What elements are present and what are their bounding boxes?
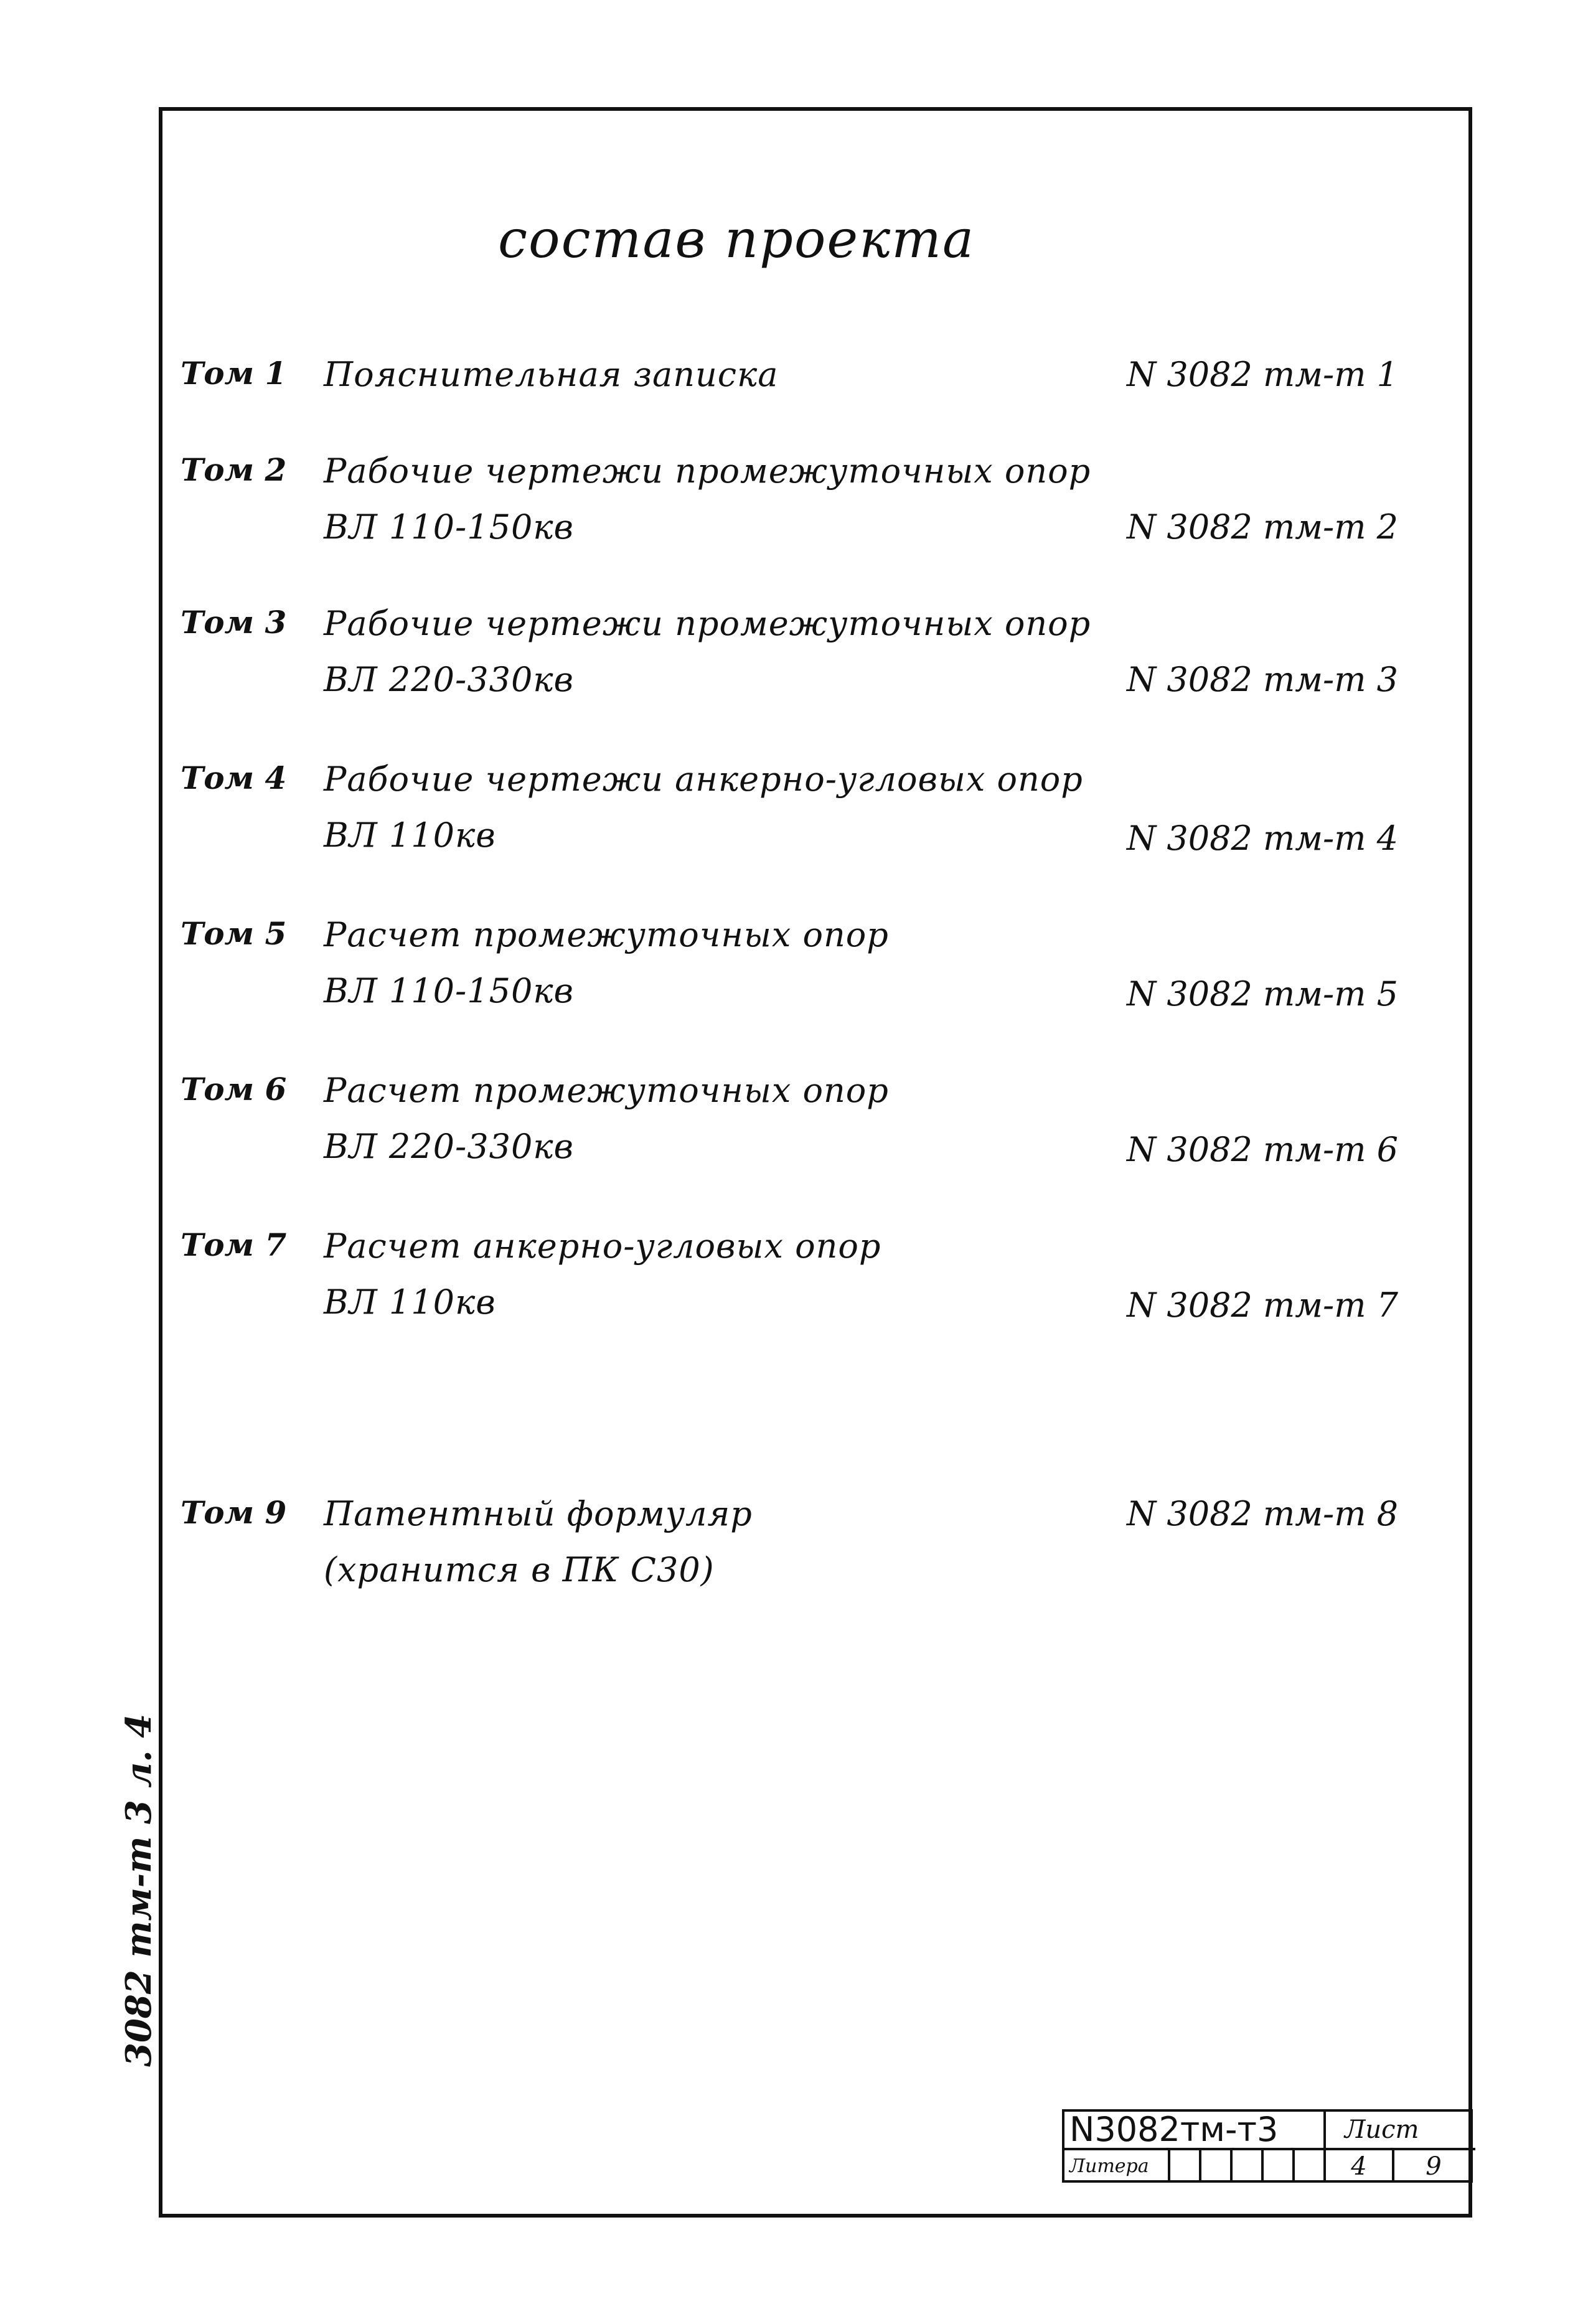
volume-code: N 3082 тм-т 6: [1127, 1130, 1398, 1169]
volume-subtitle: ВЛ 110-150кв: [324, 507, 574, 547]
litera-cell: [1264, 2150, 1295, 2183]
volume-title: Рабочие чертежи промежуточных опор: [324, 451, 1091, 491]
page-title: состав проекта: [498, 209, 975, 270]
volume-subtitle: (хранится в ПК С30): [324, 1550, 715, 1589]
volume-code: N 3082 тм-т 1: [1127, 355, 1398, 394]
volume-subtitle: ВЛ 220-330кв: [324, 660, 574, 699]
volume-subtitle: ВЛ 110-150кв: [324, 971, 574, 1010]
sheets-total: 9: [1426, 2152, 1442, 2181]
volume-label: Том 3: [181, 604, 287, 641]
volume-code: N 3082 тм-т 8: [1127, 1494, 1398, 1533]
title-block: [1062, 2109, 1473, 2183]
volume-title: Расчет промежуточных опор: [324, 1071, 889, 1110]
volume-label: Том 2: [181, 451, 287, 488]
volume-title: Рабочие чертежи промежуточных опор: [324, 604, 1091, 643]
volume-entry: [0, 604, 1588, 728]
doc-code: N3082тм-т3: [1064, 2112, 1326, 2150]
volume-title: Пояснительная записка: [324, 355, 779, 394]
volume-subtitle: ВЛ 110кв: [324, 816, 496, 855]
volume-subtitle: ВЛ 110кв: [324, 1282, 496, 1322]
volume-code: N 3082 тм-т 7: [1127, 1286, 1398, 1325]
litera-cell: [1201, 2150, 1233, 2183]
volume-entry: [0, 1071, 1588, 1195]
volume-entry: [0, 1226, 1588, 1351]
volume-label: Том 7: [181, 1226, 287, 1263]
sheet-number: 4: [1326, 2150, 1394, 2183]
volume-label: Том 4: [181, 760, 287, 796]
volume-title: Рабочие чертежи анкерно-угловых опор: [324, 760, 1083, 799]
volume-label: Том 5: [181, 915, 287, 952]
volume-code: N 3082 тм-т 3: [1127, 660, 1398, 699]
volume-title: Патентный формуляр: [324, 1494, 753, 1533]
sheet-label: Лист: [1326, 2112, 1475, 2150]
litera-cell: [1233, 2150, 1264, 2183]
litera-cell: [1295, 2150, 1326, 2183]
volume-label: Том 1: [181, 355, 287, 392]
volume-code: N 3082 тм-т 2: [1127, 507, 1398, 547]
litera-label: Литера: [1064, 2150, 1170, 2183]
volume-label: Том 9: [181, 1494, 287, 1531]
litera-cell: [1170, 2150, 1201, 2183]
volume-code: N 3082 тм-т 5: [1127, 974, 1398, 1014]
side-note: 3082 тм-т 3 л. 4: [118, 1713, 159, 2067]
volume-label: Том 6: [181, 1071, 287, 1108]
volume-entry: [0, 1494, 1588, 1619]
volume-subtitle: ВЛ 220-330кв: [324, 1127, 574, 1166]
volume-entry: [0, 760, 1588, 884]
volume-entry: [0, 451, 1588, 576]
volume-title: Расчет анкерно-угловых опор: [324, 1226, 881, 1266]
volume-code: N 3082 тм-т 4: [1127, 819, 1398, 858]
volume-title: Расчет промежуточных опор: [324, 915, 889, 954]
volume-entry: [0, 915, 1588, 1040]
